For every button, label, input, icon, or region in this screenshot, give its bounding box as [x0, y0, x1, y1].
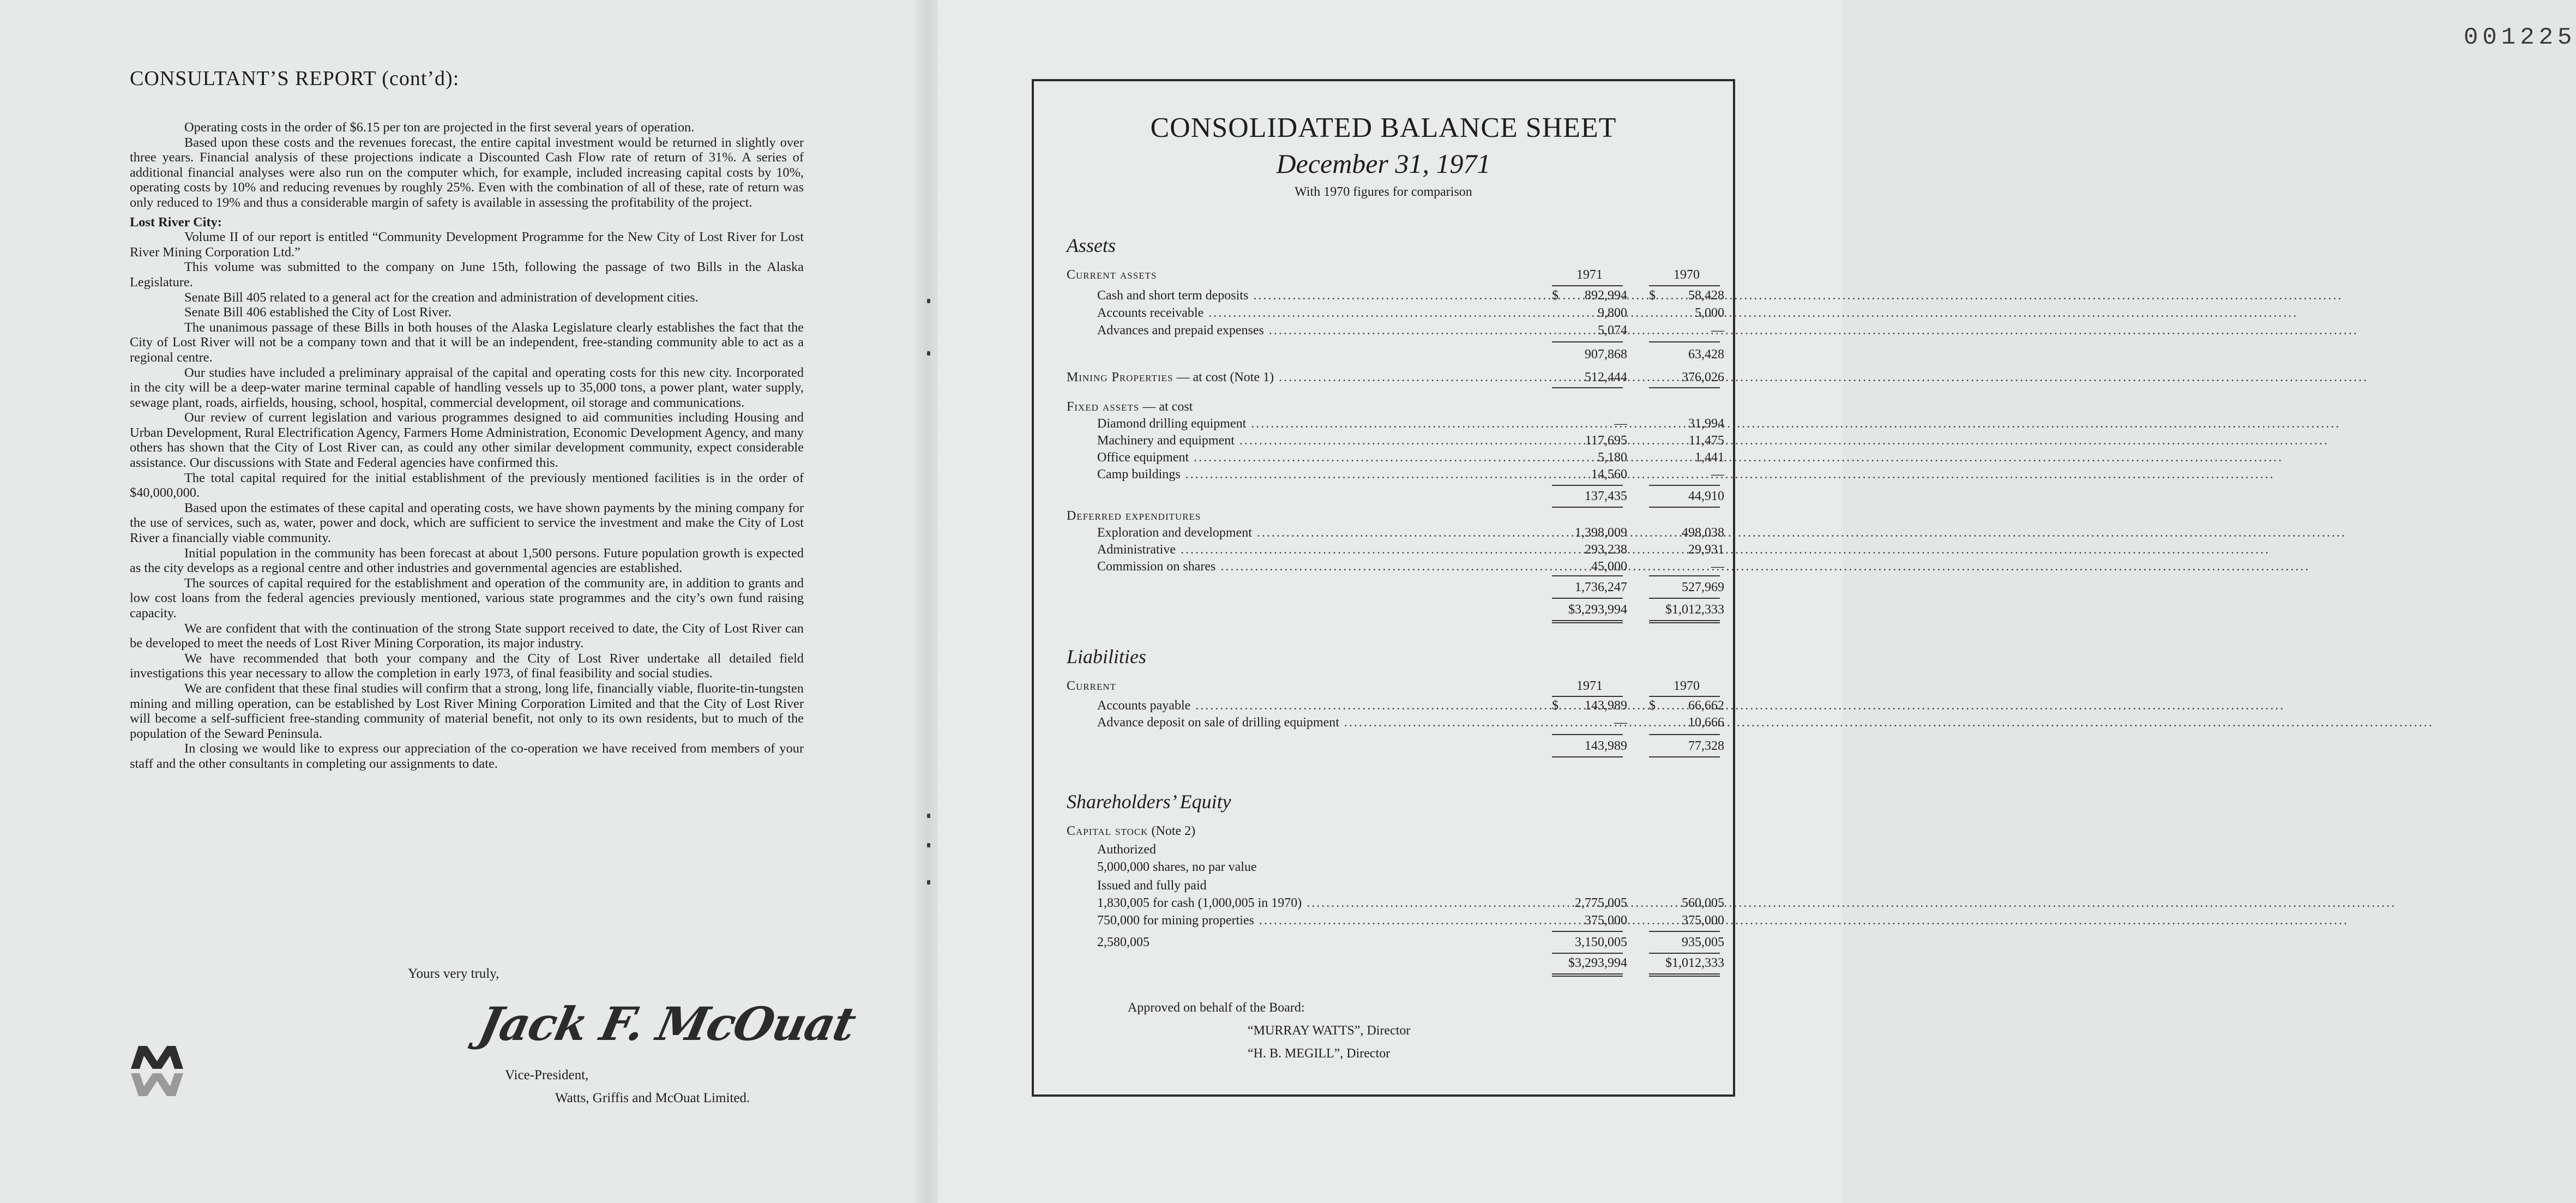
value-cell: —	[1711, 467, 1724, 482]
total-rule	[1649, 953, 1720, 954]
table-row	[1067, 896, 1724, 912]
report-body	[130, 120, 804, 772]
total-rule	[1649, 341, 1720, 342]
dollar-sign: $	[1552, 699, 1558, 713]
balance-sheet-subtitle: With 1970 figures for comparison	[1295, 185, 1472, 199]
paragraph: In closing we would like to express our appreciation of the co-operation we have received from members of your staff and the other consultants in completing our assignments to date.	[130, 741, 804, 771]
column-header: 1970	[1674, 268, 1700, 282]
value-cell: 11,475	[1688, 434, 1724, 448]
total-rule	[1552, 485, 1623, 486]
row-label: Office equipment .....	[1097, 450, 1500, 465]
board-approval: Approved on behalf of the Board:	[1128, 1001, 1305, 1015]
value-cell: $3,293,994	[1568, 956, 1627, 970]
value-cell: 376,026	[1682, 370, 1724, 384]
value-cell: 29,931	[1688, 543, 1724, 557]
total-rule	[1552, 931, 1623, 932]
paragraph: We have recommended that both your company and the City of Lost River undertake all detailed field investigations this year necessary to allow the completion in early 1973, of final feasibility and social studies.	[130, 651, 804, 681]
value-cell: 512,444	[1585, 370, 1627, 384]
table-row	[1067, 417, 1724, 433]
row-label-caps: Capital stock	[1067, 824, 1148, 838]
value-cell: 3,150,005	[1575, 935, 1627, 949]
value-cell: 63,428	[1688, 347, 1724, 362]
row-label: Issued and fully paid	[1097, 879, 1207, 893]
paragraph: The total capital required for the initial establishment of the previously mentioned facilities is in the order of $40,000,000.	[130, 470, 804, 501]
paragraph: Operating costs in the order of $6.15 per ton are projected in the first several years of operation.	[184, 120, 695, 135]
director-signature: “MURRAY WATTS”, Director	[1248, 1024, 1411, 1038]
total-rule	[1649, 598, 1720, 599]
paragraph: Volume II of our report is entitled “Community Development Programme for the New City of Lost River for Lost River Mining Corporation Ltd.”	[130, 230, 804, 260]
row-label-caps: Fixed assets	[1067, 400, 1140, 414]
row-label: 2,580,005	[1097, 935, 1149, 949]
table-row	[1067, 467, 1724, 484]
column-header: 1970	[1674, 679, 1700, 693]
total-rule	[1649, 696, 1720, 697]
value-cell: 45,000	[1591, 560, 1627, 574]
total-rule	[1552, 734, 1623, 735]
row-label-caps: Mining Properties	[1067, 370, 1173, 384]
row-label: Advances and prepaid expenses .....	[1097, 323, 1500, 338]
gutter	[915, 0, 938, 1203]
total-rule	[1552, 953, 1623, 954]
total-rule	[1649, 734, 1720, 735]
binding-hole	[927, 814, 930, 818]
paragraph: The sources of capital required for the establishment and operation of the community are, in addition to grants and low cost loans from the federal agencies previously mentioned, various state programmes and the city’s own fund raising capacity.	[130, 575, 804, 621]
value-cell: 560,005	[1682, 896, 1724, 910]
total-rule	[1552, 341, 1623, 342]
value-cell: $1,012,333	[1665, 956, 1724, 970]
paragraph: Our review of current legislation and various programmes designed to aid communities including Housing and Urban Development, Rural Electrification Agency, Farmers Home Administration, Economic Development Agency, and many others has shown that the City of Lost River can, as could any other similar development community, expect considerable assistance. Our discussions with State and Federal agencies have confirmed this.	[130, 410, 804, 471]
current-assets-header	[1067, 268, 1700, 284]
table-row	[1067, 860, 1680, 876]
column-header: 1971	[1576, 679, 1603, 693]
value-cell: 31,994	[1688, 417, 1724, 431]
binding-hole	[927, 351, 930, 356]
total-rule	[1649, 756, 1720, 757]
report-title: CONSULTANT’S REPORT (cont’d):	[130, 67, 460, 90]
table-row	[1067, 434, 1724, 450]
table-row	[1067, 843, 1680, 859]
table-row	[1067, 288, 1724, 305]
row-label-caps: Current	[1067, 679, 1117, 693]
total-rule	[1649, 507, 1720, 508]
binding-hole	[927, 843, 930, 847]
double-rule	[1649, 620, 1720, 623]
total-rule	[1552, 696, 1623, 697]
row-label: 1,830,005 for cash (1,000,005 in 1970) .....	[1097, 896, 1500, 911]
table-row	[1067, 370, 1724, 387]
total-rule	[1649, 285, 1720, 286]
director-signature: “H. B. MEGILL”, Director	[1248, 1046, 1391, 1061]
row-label	[1067, 509, 1201, 524]
paragraph: Based upon these costs and the revenues forecast, the entire capital investment would be returned in slightly over three years. Financial analysis of these projections indicate a Discounted Cash Flow rate of return of 31%. A series of additional financial analyses were also run on the computer which, for example, included increasing capital costs by 10%, operating costs by 10% and reducing revenues by roughly 25%. Even with the combination of all of these, rate of return was only reduced to 19% and thus a considerable margin of safety is available in assessing the profitability of the project.	[130, 135, 804, 210]
row-label: Accounts receivable .....	[1097, 306, 1500, 321]
paragraph: The unanimous passage of these Bills in both houses of the Alaska Legislature clearly establishes the fact that the City of Lost River will not be a company town and that it will be an independent, free-standing community able to act as a regional centre.	[130, 320, 804, 365]
row-label: Capital stock (Note 2)	[1067, 824, 1196, 838]
value-cell: 907,868	[1585, 347, 1627, 362]
value-cell: —	[1614, 417, 1627, 431]
total-rule	[1552, 575, 1623, 576]
subtotal-row	[1067, 489, 1724, 506]
value-cell: $ 892,994	[1552, 288, 1627, 303]
row-label: Cash and short term deposits .....	[1097, 288, 1500, 303]
value-cell: 77,328	[1688, 739, 1724, 753]
table-row	[1067, 935, 1724, 952]
value-cell: $ 58,428	[1649, 288, 1724, 303]
section-heading: Liabilities	[1067, 646, 1147, 667]
binding-hole	[927, 299, 930, 303]
left-page	[0, 0, 915, 1203]
subtotal-row	[1067, 739, 1724, 755]
value-cell: 2,775,005	[1575, 896, 1627, 910]
row-label-caps: Current assets	[1067, 268, 1157, 282]
row-label: Administrative .....	[1097, 543, 1500, 557]
row-label: Fixed assets — at cost	[1067, 400, 1193, 414]
section-heading: Shareholders’ Equity	[1067, 791, 1231, 813]
value-cell: 5,180	[1598, 450, 1627, 465]
binding-hole	[927, 880, 930, 885]
double-rule	[1649, 973, 1720, 977]
value-cell: 143,989	[1585, 739, 1627, 753]
total-equity-row	[1067, 956, 1724, 972]
paragraph: We are confident that with the continuation of the strong State support received to date, the City of Lost River can be developed to meet the needs of Lost River Mining Corporation, its major industry.	[130, 621, 804, 651]
double-rule	[1552, 620, 1623, 623]
value-cell: $ 143,989	[1552, 699, 1627, 713]
column-header: 1971	[1576, 268, 1603, 282]
value-cell: 1,398,009	[1575, 526, 1627, 540]
dollar-sign: $	[1649, 288, 1656, 303]
value-cell: 137,435	[1585, 489, 1627, 503]
value-cell: 293,238	[1585, 543, 1627, 557]
signer-title: Vice-President,	[505, 1068, 589, 1082]
section-heading: Lost River City:	[130, 214, 222, 230]
row-label: 750,000 for mining properties .....	[1097, 913, 1500, 928]
value-cell: 9,800	[1598, 306, 1627, 320]
table-row	[1067, 560, 1724, 576]
table-row	[1067, 913, 1724, 930]
table-row	[1067, 450, 1724, 467]
row-label: Accounts payable .....	[1097, 699, 1500, 713]
row-label	[1067, 268, 1157, 282]
row-label: Machinery and equipment .....	[1097, 434, 1500, 448]
total-assets-row	[1067, 603, 1724, 619]
value-cell: 375,000	[1682, 913, 1724, 928]
row-label-caps: Deferred expenditures	[1067, 509, 1201, 523]
row-label: Advance deposit on sale of drilling equipment .....	[1097, 715, 1500, 730]
value-cell: 935,005	[1682, 935, 1724, 949]
table-row	[1067, 715, 1724, 732]
value-cell: 375,000	[1585, 913, 1627, 928]
double-rule	[1552, 973, 1623, 977]
value-cell: 117,695	[1585, 434, 1627, 448]
paragraph: Initial population in the community has been forecast at about 1,500 persons. Future population growth is expected as the city develops as a regional centre and other industries and governmental agencies are established.	[130, 545, 804, 576]
value-cell: 1,736,247	[1575, 580, 1627, 594]
value-cell: 5,000	[1695, 306, 1724, 320]
table-row	[1067, 879, 1680, 895]
closing: Yours very truly,	[408, 966, 499, 981]
paragraph: Based upon the estimates of these capital and operating costs, we have shown payments by the mining company for the use of services, such as, water, power and dock, which are sufficient to service the investment and make the City of Lost River a financially viable community.	[130, 500, 804, 546]
total-rule	[1552, 598, 1623, 599]
total-rule	[1552, 285, 1623, 286]
value-cell: 14,560	[1591, 467, 1627, 482]
paragraph: Our studies have included a preliminary appraisal of the capital and operating costs for this new city. Incorporated in the city will be a deep-water marine terminal capable of handling vessels up to 35,000 tons, a power plant, water supply, sewage plant, roads, airfields, housing, school, hospital, commercial development, oil storage and communications.	[130, 365, 804, 410]
balance-sheet-date: December 31, 1971	[1276, 148, 1491, 179]
total-rule	[1649, 485, 1720, 486]
balance-sheet-title: CONSOLIDATED BALANCE SHEET	[1150, 112, 1617, 143]
value-cell: —	[1711, 323, 1724, 338]
total-rule	[1649, 575, 1720, 576]
value-cell: —	[1711, 560, 1724, 574]
total-rule	[1649, 387, 1720, 388]
subtotal-row	[1067, 580, 1724, 597]
signature: Jack F. McOuat	[474, 997, 860, 1051]
value-cell: 5,074	[1598, 323, 1627, 338]
row-label: Authorized	[1097, 843, 1156, 857]
table-row	[1067, 699, 1724, 715]
paragraph: This volume was submitted to the company on June 15th, following the passage of two Bills in the Alaska Legislature.	[130, 260, 804, 290]
current-liabilities-header	[1067, 679, 1700, 695]
total-rule	[1649, 931, 1720, 932]
document-number: 001225	[2464, 24, 2576, 51]
total-rule	[1552, 756, 1623, 757]
value-cell: 498,038	[1682, 526, 1724, 540]
value-cell: —	[1614, 715, 1627, 730]
total-rule	[1552, 507, 1623, 508]
paragraph: Senate Bill 406 established the City of Lost River.	[184, 305, 452, 320]
value-cell: 527,969	[1682, 580, 1724, 594]
subtotal-row	[1067, 347, 1724, 364]
paragraph: We are confident that these final studies will confirm that a strong, long life, financially viable, fluorite-tin-tungsten mining and milling operation, can be established by Lost River Mining Corporation Limited and that the City of Lost River will become a self-sufficient free-standing community of material benefit, not only to its own residents, but to much of the population of the Seward Peninsula.	[130, 681, 804, 741]
value-cell: $ 66,662	[1649, 699, 1724, 713]
balance-sheet-box	[1032, 79, 1735, 1097]
dollar-sign: $	[1552, 288, 1558, 303]
value-cell: $3,293,994	[1568, 603, 1627, 617]
row-label: Camp buildings .....	[1097, 467, 1500, 482]
wgm-logo-icon	[129, 1040, 185, 1102]
row-label: Mining Properties — at cost (Note 1) .....	[1067, 370, 1500, 385]
value-cell: 10,666	[1688, 715, 1724, 730]
dollar-sign: $	[1649, 699, 1656, 713]
table-row	[1067, 306, 1724, 322]
table-row	[1067, 526, 1724, 542]
value-cell: $1,012,333	[1665, 603, 1724, 617]
value-cell: 44,910	[1688, 489, 1724, 503]
paragraph: Senate Bill 405 related to a general act for the creation and administration of development cities.	[184, 290, 699, 305]
row-label: Diamond drilling equipment .....	[1097, 417, 1500, 431]
row-label	[1067, 679, 1116, 694]
row-label: Exploration and development .....	[1097, 526, 1500, 540]
value-cell: 1,441	[1695, 450, 1724, 465]
table-row	[1067, 824, 1680, 840]
signer-company: Watts, Griffis and McOuat Limited.	[555, 1091, 750, 1105]
table-row	[1067, 323, 1724, 340]
table-row	[1067, 543, 1724, 559]
table-row	[1067, 509, 1680, 525]
row-label: 5,000,000 shares, no par value	[1097, 860, 1257, 874]
total-rule	[1552, 387, 1623, 388]
section-heading: Assets	[1067, 234, 1116, 256]
row-label: Commission on shares .....	[1097, 560, 1500, 574]
table-row	[1067, 400, 1680, 416]
